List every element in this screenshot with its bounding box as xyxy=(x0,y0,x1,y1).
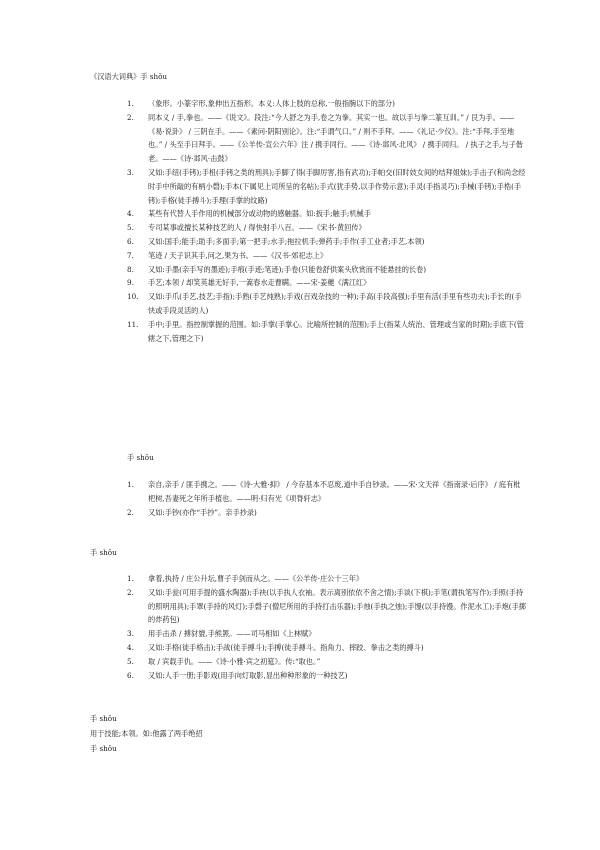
definition-item: 3. 又如:手纽(手铐);手杻(手铐之类的刑具);手脚了得(手脚厉害,指有武功);手帕交(旧时妓女间的结拜姐妹);手击子(和尚念经时手中所敲的有柄小磬);手本(下属见上司所呈的名帖);手式(犹手势,以手作势示意);手灵(手指灵巧);手械(手铐);手梏(手铐);手格(徒手搏斗);手理(手掌的纹路) xyxy=(127,167,526,205)
definition-item: 1. 亲自,亲手 / 匪手携之。——《诗·大雅·抑》 / 今存基本不忍废,道中手自钞录。——宋·文天祥《指南录·后序》 / 庭有枇杷树,吾妻死之年所手植也。——明·归有光《项脊轩志》 xyxy=(127,480,521,503)
definition-item: 2. 同本义 / 手,拳也。——《说文》。段注:“今人舒之为手,卷之为拳。其实一也。故以手与拳二篆互训。” / 艮为手。——《易·说卦》 / 三阴在手。——《素问·阴阳别论》。注:“手谓气口。” / 则不手拜。——《礼记·少仪》。注:“手拜,手至地也。” / 头至手曰拜手。——《公羊传·宣公六年》注 / 携手同行。——《诗·邶风·北风》 / 携手同归。 / 执子之手,与子偕老。——《诗·邶风·击鼓》 xyxy=(127,112,523,164)
section-heading-3: 手 shǒu xyxy=(90,548,117,557)
definition-item: 10. 又如:手爪(手艺,技艺;手指);手熟(手艺纯熟);手戏(百戏杂技的一种);手高(手段高强);手里有活(手里有些功夫);手长的(手快或手段灵活的人) xyxy=(127,292,522,315)
section-heading-2: 手 shǒu xyxy=(127,453,154,462)
section-heading-4: 手 shǒu xyxy=(90,714,117,723)
definition-item: 1. 拿着,执持 / 庄公升坛,曹子手剑而从之。——《公羊传·庄公十三年》 xyxy=(127,574,364,583)
usage-line: 用于技能;本领。如:他露了两手绝招 xyxy=(90,729,203,738)
definitions-list-3 xyxy=(127,572,527,682)
definition-item: 8. 又如:手墨(亲手写的墨迹);手痕(手迹;笔迹);手卷(只能卷舒供案头欣赏而不能悬挂的长卷) xyxy=(127,264,427,274)
definition-item: 4. 又如:手格(徒手格击);手战(徒手搏斗);手搏(徒手搏斗。指角力、摔跤、拳击之类的搏斗) xyxy=(127,642,424,652)
dictionary-heading: 《汉语大词典》手 shǒu xyxy=(90,72,168,81)
definitions-list-2 xyxy=(127,478,527,519)
definition-item: 11. 手中;手里。指控制掌握的范围。如:手掌(手掌心。比喻所控制的范围);手上(指某人统治、管理或当家的时期);手底下(管辖之下,管理之下) xyxy=(127,319,524,343)
definition-item: 5. 取 / 宾载手仇。——《诗·小雅·宾之初筵》。传:“取也。” xyxy=(127,656,321,666)
definition-item: 3. 用手击杀 / 搏豺貔,手熊罴。——司马相如《上林赋》 xyxy=(127,629,316,639)
definition-item: 2. 又如:手钞(亦作“手抄”。亲手抄录) xyxy=(127,507,257,517)
definitions-list-1 xyxy=(127,97,527,345)
section-heading-5: 手 shǒu xyxy=(90,744,117,753)
definition-item: 7. 笔迹 / 天子识其手,问之,果为书。——《汉书·郊祀志上》 xyxy=(127,250,328,260)
definition-item: 2. 又如:手瓮(可用手提的盛水陶器);手袂(以手执人衣袖。表示离别依依不舍之情);手谈(下棋);手笔(谓执笔写作);手照(手持的照明用具);手罩(手持的风灯);手磬子(僧尼所用的手持打击乐器);手烛(手执之烛);手馒(以手持馒。作泥水工);手炮(手掷的炸药包) xyxy=(127,587,526,625)
definition-item: 6. 又如:人手一册;手影戏(用手向灯取影,显出种种形象的一种技艺) xyxy=(127,670,348,680)
definition-item: 1. （象形。小篆字形,象伸出五指形。本义:人体上肢的总称,一般指腕以下的部分) xyxy=(127,99,395,108)
definition-item: 4. 某些有代替人手作用的机械部分或动物的感触器。如:扳手;触手;机械手 xyxy=(127,209,371,219)
definition-item: 5. 专司某事或擅长某种技艺的人 / 得快射手八百。——《宋书·黄回传》 xyxy=(127,223,366,233)
definition-item: 6. 又如:国手;能手;助手;多面手;第一把手;水手;拖拉机手;弹药手;手作(手工业者;手艺,本领) xyxy=(127,236,425,246)
definition-item: 9. 手艺;本领 / 却笑英雄无好手,一篙春水走曹瞒。——宋·姜夔《满江红》 xyxy=(127,278,371,288)
